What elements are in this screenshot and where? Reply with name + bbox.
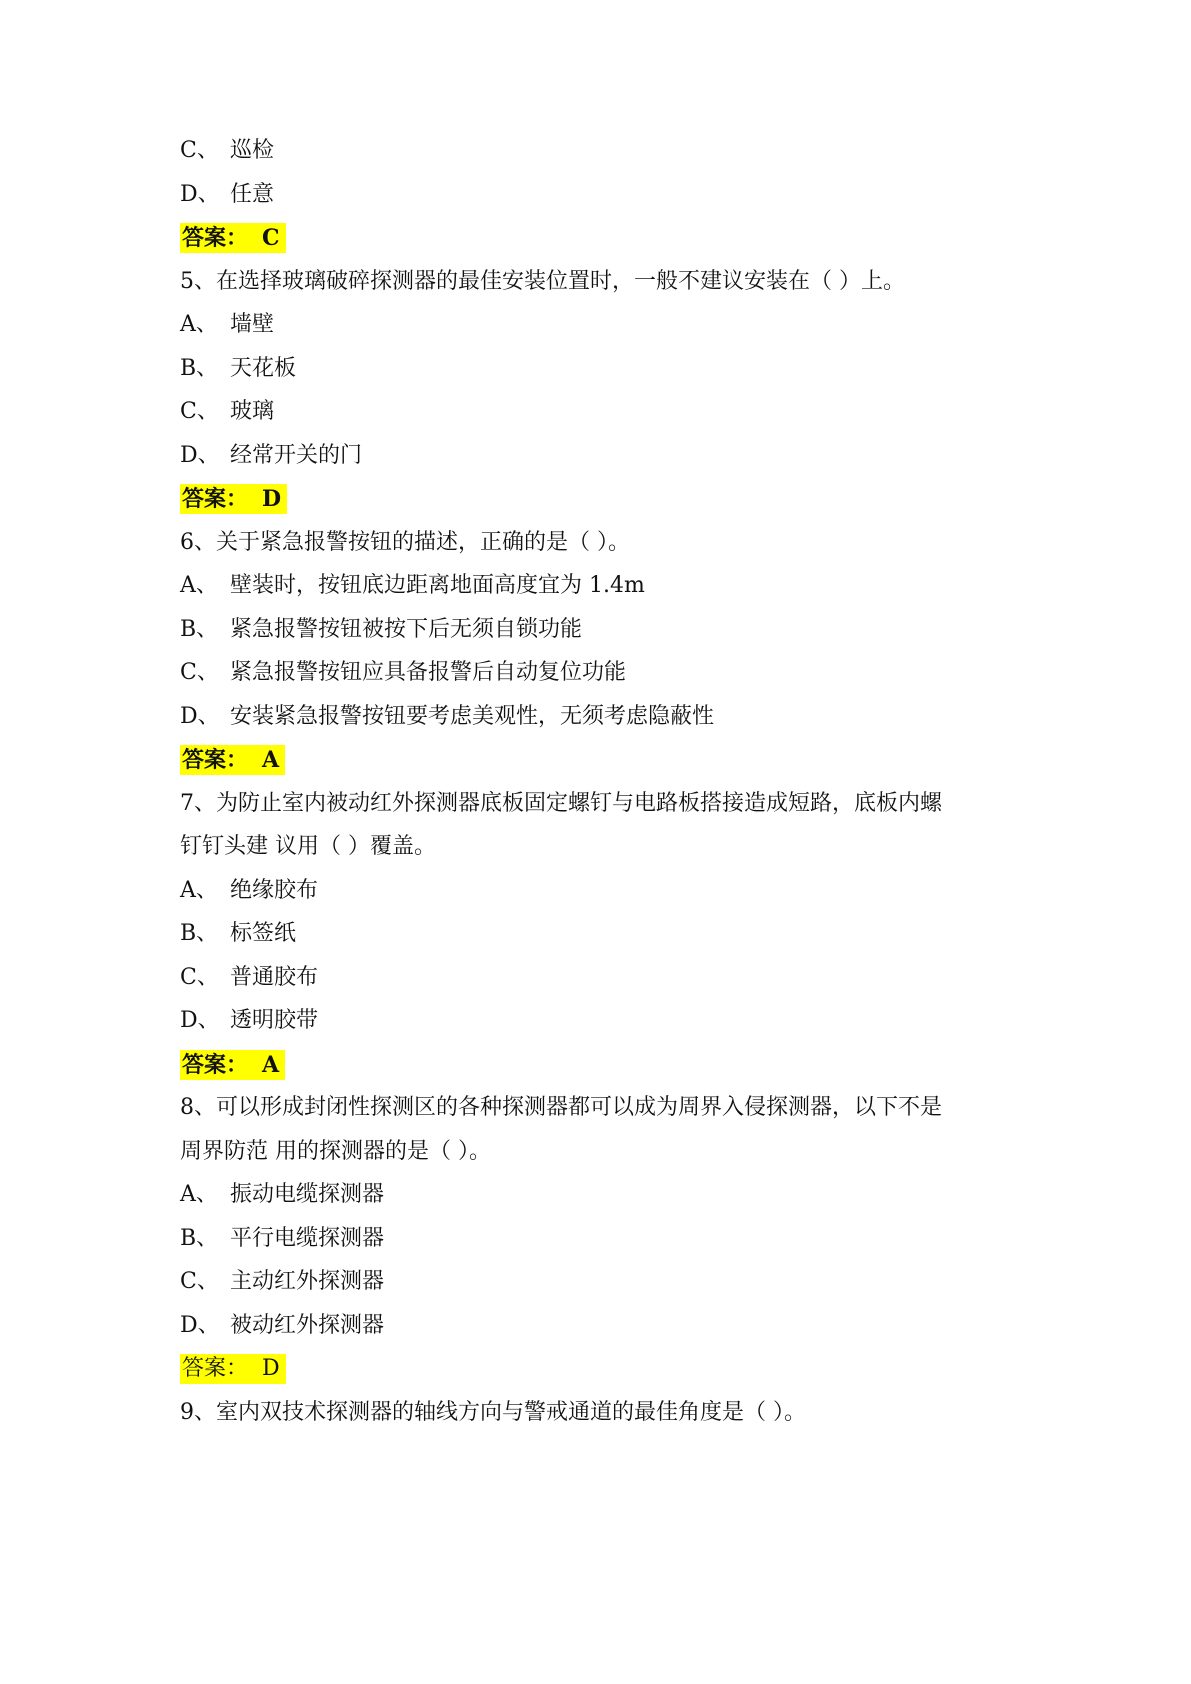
option-text: 壁装时，按钮底边距离地面高度宜为 1.4m <box>230 573 645 598</box>
option-text: 墙壁 <box>230 312 275 337</box>
answer-option <box>180 876 318 906</box>
answer-option <box>180 1006 318 1036</box>
answer-label: 答案： <box>182 1356 249 1381</box>
answer-option <box>180 310 274 340</box>
answer-option <box>180 441 362 471</box>
answer-option <box>180 1267 384 1297</box>
question-text: 6、关于紧急报警按钮的描述，正确的是（ ）。 <box>180 529 630 555</box>
question-text: 7、为防止室内被动红外探测器底板固定螺钉与电路板搭接造成短路，底板内螺 <box>180 790 942 816</box>
answer-highlight <box>180 1050 285 1080</box>
answer-line <box>180 1354 286 1384</box>
answer-highlight <box>180 223 286 253</box>
answer-line <box>180 1050 285 1081</box>
option-letter: C、 <box>180 399 219 424</box>
option-text: 任意 <box>230 181 275 207</box>
option-text: 经常开关的门 <box>230 442 363 468</box>
answer-label: 答案： <box>182 747 249 773</box>
answer-option <box>180 571 645 601</box>
option-text: 巡检 <box>230 138 275 163</box>
option-letter: C、 <box>180 138 219 163</box>
answer-label: 答案： <box>182 1051 249 1078</box>
answer-option <box>180 615 582 645</box>
answer-option <box>180 1311 384 1341</box>
option-letter: B、 <box>180 921 219 946</box>
option-text: 被动红外探测器 <box>230 1312 385 1338</box>
answer-value: A <box>262 747 280 773</box>
option-letter: D、 <box>180 1312 220 1338</box>
option-letter: A、 <box>180 573 218 598</box>
option-text: 紧急报警按钮被按下后无须自锁功能 <box>230 616 583 642</box>
option-text: 主动红外探测器 <box>230 1269 385 1294</box>
option-text: 玻璃 <box>230 399 275 424</box>
option-letter: B、 <box>180 355 219 381</box>
answer-value: D <box>262 486 282 512</box>
question-text: 周界防范 用的探测器的是（ ）。 <box>180 1138 491 1164</box>
option-text: 紧急报警按钮应具备报警后自动复位功能 <box>230 660 627 685</box>
answer-line <box>180 223 286 254</box>
answer-highlight <box>180 745 285 775</box>
answer-line <box>180 745 285 776</box>
question-text: 5、在选择玻璃破碎探测器的最佳安装位置时，一般不建议安装在（ ）上。 <box>180 268 905 294</box>
answer-option <box>180 963 318 993</box>
answer-option <box>180 919 296 949</box>
option-letter: D、 <box>180 181 220 207</box>
option-letter: D、 <box>180 703 220 729</box>
answer-value: A <box>262 1051 280 1078</box>
answer-highlight <box>180 1354 286 1384</box>
answer-option <box>180 180 274 210</box>
option-letter: D、 <box>180 1008 220 1033</box>
option-letter: D、 <box>180 442 220 468</box>
option-text: 普通胶布 <box>230 964 319 990</box>
answer-label: 答案： <box>182 486 249 512</box>
answer-highlight <box>180 484 287 514</box>
option-text: 透明胶带 <box>230 1008 319 1033</box>
answer-option <box>180 702 714 732</box>
question-text: 钉钉头建 议用（ ）覆盖。 <box>180 834 436 859</box>
option-letter: B、 <box>180 616 219 642</box>
option-text: 绝缘胶布 <box>230 877 319 903</box>
option-letter: C、 <box>180 660 219 685</box>
answer-option <box>180 397 274 427</box>
option-text: 平行电缆探测器 <box>230 1225 385 1251</box>
answer-value: C <box>262 225 280 251</box>
option-letter: A、 <box>180 877 218 903</box>
question-text: 9、室内双技术探测器的轴线方向与警戒通道的最佳角度是（ ）。 <box>180 1399 806 1425</box>
option-letter: B、 <box>180 1225 219 1251</box>
question-text: 8、可以形成封闭性探测区的各种探测器都可以成为周界入侵探测器，以下不是 <box>180 1095 942 1120</box>
option-text: 安装紧急报警按钮要考虑美观性，无须考虑隐蔽性 <box>230 703 715 729</box>
option-letter: A、 <box>180 1182 218 1207</box>
option-letter: C、 <box>180 964 219 990</box>
option-text: 振动电缆探测器 <box>230 1182 385 1207</box>
answer-value: D <box>262 1356 280 1381</box>
answer-option <box>180 1224 384 1254</box>
option-text: 标签纸 <box>230 921 297 946</box>
option-letter: A、 <box>180 312 218 337</box>
option-letter: C、 <box>180 1269 219 1294</box>
answer-option <box>180 354 296 384</box>
answer-option <box>180 136 274 166</box>
answer-option <box>180 1180 384 1210</box>
answer-option <box>180 658 626 688</box>
answer-line <box>180 484 287 515</box>
option-text: 天花板 <box>230 355 297 381</box>
answer-label: 答案： <box>182 225 249 251</box>
